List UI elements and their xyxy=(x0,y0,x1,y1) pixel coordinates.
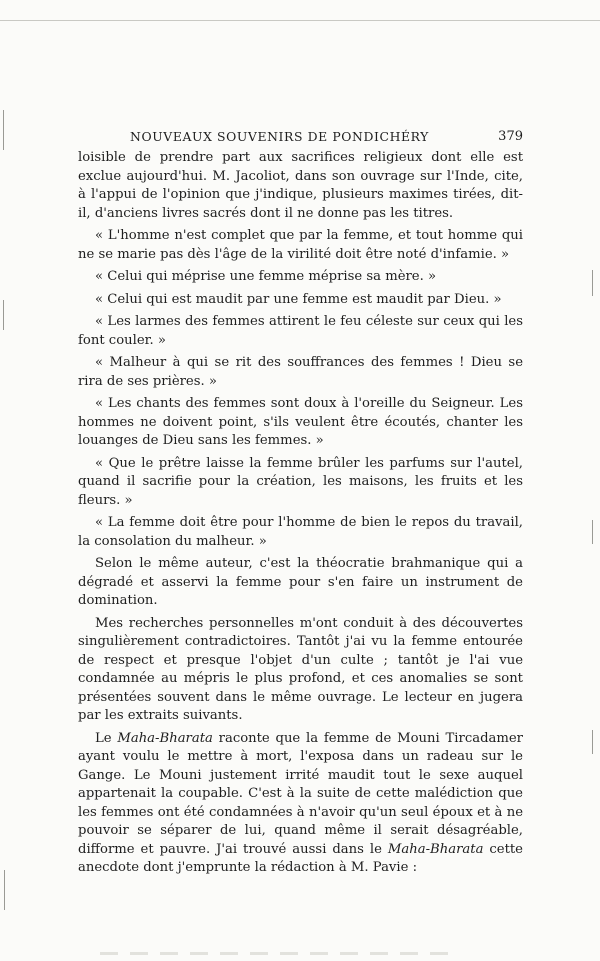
paragraph: Mes recherches personnelles m'ont conduit à des découvertes singulièrement contradictoires. Tantôt j'ai vu la femme entourée de respect et presque l'objet d'un culte ; tantôt je l'ai vue condamnée au mépris le plus profond, et ces anomalies se sont présentées souvent dans le même ouvrage. Le lecteur en jugera par les extraits suivants. xyxy=(78,615,523,723)
maxim-quote: « Celui qui méprise une femme méprise sa mère. » xyxy=(95,269,437,284)
maxim-quote: « La femme doit être pour l'homme de bien le repos du travail, la consolation du malheur. » xyxy=(78,515,523,549)
paragraph: Selon le même auteur, c'est la théocratie brahmanique qui a dégradé et asservi la femme pour s'en faire un instrument de domination. xyxy=(78,556,523,608)
book-title: Maha-Bharata xyxy=(117,730,213,746)
paragraph-text: raconte que la femme de Mouni Tircadamer ayant voulu le mettre à mort, l'exposa dans un radeau sur le Gange. Le Mouni justement irrité maudit tout le sexe auquel appartenait la coupable. C'est à la suite de cette malédiction que les femmes ont été condamnées à n'avoir qu'un seul époux et à ne pouvoir se séparer de lui, quand même il serait désagréable, difforme et pauvre. J'ai trouvé aussi dans le xyxy=(78,730,523,857)
left-edge-mark xyxy=(3,300,4,330)
top-edge-rule xyxy=(0,20,600,21)
book-title: Maha-Bharata xyxy=(387,841,484,857)
right-edge-mark xyxy=(592,730,593,754)
maxim-quote: « Les larmes des femmes attirent le feu céleste sur ceux qui les font couler. » xyxy=(78,314,523,348)
bottom-bleed-through xyxy=(100,952,460,955)
running-head: NOUVEAUX SOUVENIRS DE PONDICHÉRY xyxy=(130,129,429,144)
right-edge-mark xyxy=(592,520,593,544)
left-edge-mark xyxy=(3,110,4,150)
paragraph-text: cette anecdote dont j'emprunte la rédaction à M. Pavie : xyxy=(78,841,523,875)
page-body xyxy=(78,149,523,882)
page-number: 379 xyxy=(498,129,523,144)
maxim-quote: « Malheur à qui se rit des souffrances des femmes ! Dieu se rira de ses prières. » xyxy=(78,355,523,389)
maxim-quote: « Celui qui est maudit par une femme est maudit par Dieu. » xyxy=(95,291,502,307)
maxim-quote: « Que le prêtre laisse la femme brûler les parfums sur l'autel, quand il sacrifie pour la création, les maisons, les fruits et les fleurs. » xyxy=(78,455,523,508)
paragraph-continued: loisible de prendre part aux sacrifices religieux dont elle est exclue aujourd'hui. M. Jacoliot, dans son ouvrage sur l'Inde, cite, à l'appui de l'opinion que j'indique, plusieurs maximes tirées, dit-il, d'anciens livres sacrés dont il ne donne pas les titres. xyxy=(78,150,523,221)
left-edge-mark xyxy=(4,870,5,910)
page-header xyxy=(78,127,523,147)
paragraph-maha-bharata xyxy=(78,730,523,878)
paragraph-text: Le xyxy=(95,730,118,746)
maxim-quote: « L'homme n'est complet que par la femme, et tout homme qui ne se marie pas dès l'âge de la virilité doit être noté d'infamie. » xyxy=(78,228,523,262)
right-edge-mark xyxy=(592,270,593,296)
maxim-quote: « Les chants des femmes sont doux à l'oreille du Seigneur. Les hommes ne doivent point, s'ils veulent être écoutés, chanter les louanges de Dieu sans les femmes. » xyxy=(78,396,523,448)
